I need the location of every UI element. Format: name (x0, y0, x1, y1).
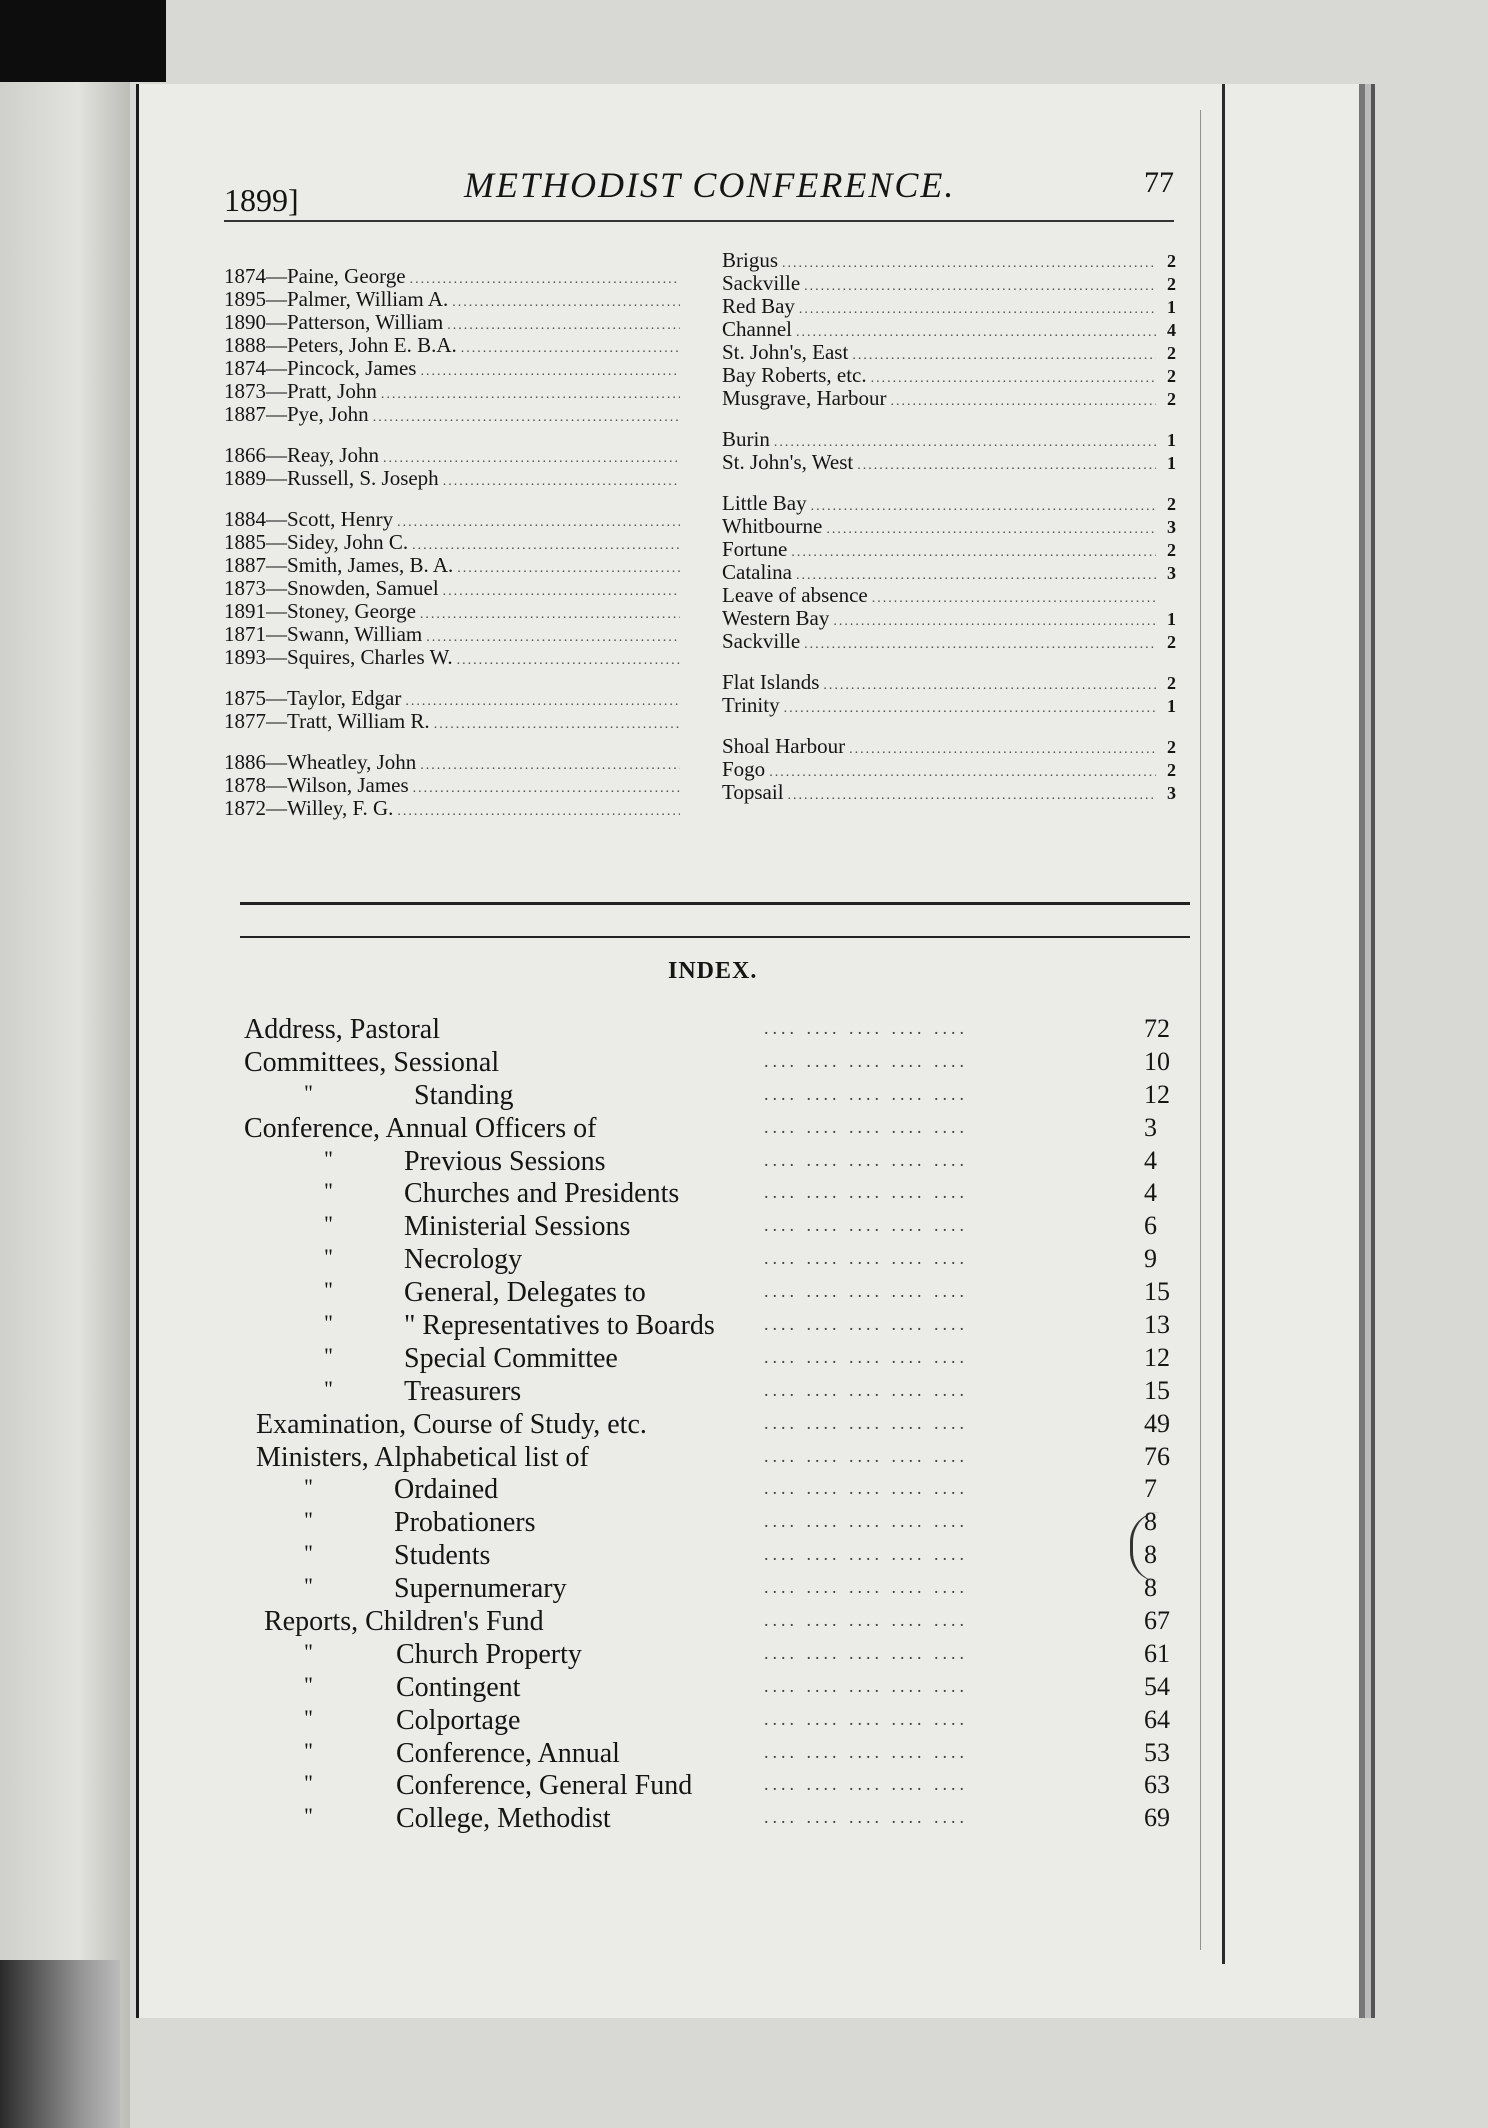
dot-leader: .... .... .... .... .... (764, 1083, 968, 1104)
minister-row (224, 622, 684, 645)
station-row (722, 537, 1176, 560)
index-entry (244, 1803, 1224, 1836)
station-years: 1 (1167, 430, 1176, 450)
index-subheading: Churches and Presidents (404, 1178, 680, 1210)
index-entry (244, 1244, 1224, 1277)
ditto-mark: " (304, 1507, 313, 1533)
station-years: 2 (1167, 760, 1176, 780)
station-years: 2 (1167, 673, 1176, 693)
index-title: INDEX. (668, 958, 758, 984)
station-name: Bay Roberts, etc. (722, 363, 867, 387)
dot-leader (833, 614, 1156, 630)
minister-entry: 1891—Stoney, George (224, 599, 416, 623)
ditto-mark: " (324, 1211, 333, 1237)
dot-leader: .... .... .... .... .... (764, 1050, 968, 1071)
ditto-mark: " (324, 1277, 333, 1303)
dot-leader (410, 272, 680, 288)
dot-leader: .... .... .... .... .... (764, 1445, 968, 1466)
index-entry (244, 1178, 1224, 1211)
index-heading: Ministers, Alphabetical list of (256, 1441, 589, 1473)
station-years: 1 (1167, 696, 1176, 716)
station-row (722, 734, 1176, 757)
ditto-mark: " (324, 1310, 333, 1336)
index-subheading: Necrology (404, 1244, 523, 1276)
stations-column (722, 248, 1176, 803)
station-name: Catalina (722, 560, 792, 584)
index-page-number: 67 (1144, 1606, 1170, 1636)
minister-entry: 1874—Paine, George (224, 264, 406, 288)
station-years: 1 (1167, 453, 1176, 473)
station-years: 2 (1167, 632, 1176, 652)
station-row (722, 560, 1176, 583)
index-subheading: Special Committee (404, 1342, 618, 1374)
dot-leader: .... .... .... .... .... (764, 1741, 968, 1762)
index-subheading: Treasurers (404, 1375, 522, 1407)
index-entry (244, 1409, 1224, 1442)
ditto-mark: " (324, 1178, 333, 1204)
header-year: 1899] (224, 182, 299, 218)
minister-entry: 1871—Swann, William (224, 622, 423, 646)
station-name: Brigus (722, 248, 779, 272)
index-page-number: 9 (1144, 1244, 1157, 1274)
index-subheading: Standing (414, 1079, 514, 1111)
station-row (722, 514, 1176, 537)
station-row (722, 606, 1176, 629)
index-subheading: Conference, General Fund (396, 1770, 693, 1802)
dot-leader (405, 694, 680, 710)
minister-row (224, 773, 684, 796)
index-subheading: Ordained (394, 1474, 499, 1506)
dot-leader (799, 302, 1156, 318)
dot-leader: .... .... .... .... .... (764, 1182, 968, 1203)
header-title: METHODIST CONFERENCE. (464, 165, 956, 205)
index-entry (244, 1738, 1224, 1771)
minister-row (224, 333, 684, 356)
station-name: Shoal Harbour (722, 734, 846, 758)
index-heading: Address, Pastoral (244, 1014, 440, 1045)
index-page-number: 76 (1144, 1441, 1170, 1471)
station-name: St. John's, West (722, 450, 854, 474)
minister-row (224, 645, 684, 668)
index-page-number: 8 (1144, 1573, 1157, 1603)
station-years: 2 (1167, 494, 1176, 514)
scan-border-bottom-left (0, 1960, 120, 2128)
index-entry (244, 1474, 1224, 1507)
dot-leader (426, 630, 680, 646)
dot-leader: .... .... .... .... .... (764, 1675, 968, 1696)
index-subheading: College, Methodist (396, 1803, 611, 1835)
index-entry (244, 1047, 1224, 1080)
index-entry (244, 1639, 1224, 1672)
dot-leader (412, 538, 680, 554)
station-row (722, 491, 1176, 514)
spacer (722, 652, 1176, 670)
ditto-mark: " (324, 1145, 333, 1171)
index-subheading: Conference, Annual (396, 1737, 620, 1769)
station-years: 1 (1167, 609, 1176, 629)
minister-entry: 1889—Russell, S. Joseph (224, 466, 439, 490)
dot-leader (420, 607, 680, 623)
minister-row (224, 466, 684, 489)
index-entry (244, 1442, 1224, 1475)
index-subheading: Church Property (396, 1638, 582, 1670)
station-row (722, 340, 1176, 363)
dot-leader (852, 348, 1156, 364)
index-subheading: Contingent (396, 1671, 521, 1703)
dot-leader (796, 325, 1156, 341)
index-entry (244, 1080, 1224, 1113)
station-row (722, 317, 1176, 340)
dot-leader (782, 256, 1156, 272)
station-name: St. John's, East (722, 340, 849, 364)
index-entry (244, 1672, 1224, 1705)
scan-border-left (0, 82, 130, 2128)
index-page-number: 12 (1144, 1079, 1170, 1109)
dot-leader: .... .... .... .... .... (764, 1248, 968, 1269)
spacer (722, 473, 1176, 491)
dot-leader (457, 653, 680, 669)
dot-leader (826, 522, 1156, 538)
dot-leader (447, 318, 680, 334)
dot-leader (804, 637, 1156, 653)
station-years: 4 (1167, 320, 1176, 340)
ditto-mark: " (304, 1573, 313, 1599)
scan-border-black (0, 0, 166, 82)
dot-leader: .... .... .... .... .... (764, 1149, 968, 1170)
minister-entry: 1878—Wilson, James (224, 773, 409, 797)
dot-leader (457, 561, 680, 577)
dot-leader (871, 371, 1156, 387)
station-name: Burin (722, 427, 770, 451)
page-number: 77 (1144, 166, 1174, 199)
dot-leader: .... .... .... .... .... (764, 1774, 968, 1795)
station-years: 2 (1167, 389, 1176, 409)
ditto-mark: " (304, 1638, 313, 1664)
index-subheading: Students (394, 1540, 491, 1572)
minister-row (224, 709, 684, 732)
index-subheading: " Representatives to Boards (404, 1310, 715, 1342)
minister-entry: 1890—Patterson, William (224, 310, 444, 334)
index-page-number: 4 (1144, 1145, 1157, 1175)
station-name: Red Bay (722, 294, 795, 318)
station-years: 3 (1167, 563, 1176, 583)
dot-leader: .... .... .... .... .... (764, 1116, 968, 1137)
minister-row (224, 443, 684, 466)
minister-row (224, 553, 684, 576)
index-page-number: 54 (1144, 1671, 1170, 1701)
station-years: 2 (1167, 343, 1176, 363)
station-row (722, 629, 1176, 652)
station-name: Sackville (722, 271, 801, 295)
dot-leader: .... .... .... .... .... (764, 1807, 968, 1828)
index-subheading: Supernumerary (394, 1573, 567, 1605)
minister-row (224, 287, 684, 310)
dot-leader: .... .... .... .... .... (764, 1215, 968, 1236)
ditto-mark: " (304, 1540, 313, 1566)
station-name: Western Bay (722, 606, 830, 630)
station-name: Little Bay (722, 491, 807, 515)
index-page-number: 15 (1144, 1277, 1170, 1307)
index-page-number: 49 (1144, 1408, 1170, 1438)
minister-entry: 1885—Sidey, John C. (224, 530, 409, 554)
dot-leader: .... .... .... .... .... (764, 1642, 968, 1663)
dot-leader (791, 545, 1156, 561)
dot-leader (397, 515, 680, 531)
minister-row (224, 310, 684, 333)
dot-leader: .... .... .... .... .... (764, 1281, 968, 1302)
index-entry (244, 1014, 1224, 1047)
dot-leader (784, 701, 1156, 717)
station-row (722, 670, 1176, 693)
dot-leader (872, 591, 1156, 607)
index-entry (244, 1507, 1224, 1540)
index-page-number: 6 (1144, 1211, 1157, 1241)
minister-row (224, 599, 684, 622)
index-subheading: Probationers (394, 1507, 536, 1539)
dot-leader (383, 451, 680, 467)
index-page-number: 4 (1144, 1178, 1157, 1208)
station-row (722, 386, 1176, 409)
index-entry (244, 1277, 1224, 1310)
spacer (722, 409, 1176, 427)
minister-row (224, 750, 684, 773)
station-name: Whitbourne (722, 514, 823, 538)
minister-row (224, 530, 684, 553)
index-entry (244, 1113, 1224, 1146)
dot-leader (443, 474, 680, 490)
minister-row (224, 356, 684, 379)
dot-leader (381, 387, 680, 403)
index-subheading: Previous Sessions (404, 1145, 606, 1177)
dot-leader: .... .... .... .... .... (764, 1379, 968, 1400)
index-entry (244, 1573, 1224, 1606)
index-page-number: 69 (1144, 1803, 1170, 1833)
ditto-mark: " (324, 1342, 333, 1368)
index-entry (244, 1705, 1224, 1738)
dot-leader (443, 584, 680, 600)
station-name: Leave of absence (722, 583, 868, 607)
dot-leader (788, 788, 1156, 804)
dot-leader (796, 568, 1156, 584)
dot-leader (823, 678, 1156, 694)
station-row (722, 693, 1176, 716)
index-entry (244, 1606, 1224, 1639)
dot-leader (434, 717, 680, 733)
minister-entry: 1877—Tratt, William R. (224, 709, 430, 733)
index-page-number: 8 (1144, 1540, 1157, 1570)
spacer (224, 425, 684, 443)
index-subheading: Colportage (396, 1704, 521, 1736)
ditto-mark: " (304, 1737, 313, 1763)
minister-entry: 1887—Smith, James, B. A. (224, 553, 454, 577)
index-page-number: 53 (1144, 1737, 1170, 1767)
dot-leader (452, 295, 680, 311)
station-years: 3 (1167, 517, 1176, 537)
spacer (224, 668, 684, 686)
section-divider (240, 936, 1190, 938)
dot-leader: .... .... .... .... .... (764, 1018, 968, 1038)
station-years: 1 (1167, 297, 1176, 317)
station-years: 2 (1167, 251, 1176, 271)
index-page-number: 13 (1144, 1310, 1170, 1340)
station-row (722, 427, 1176, 450)
station-name: Topsail (722, 780, 784, 804)
minister-entry: 1887—Pye, John (224, 402, 369, 426)
dot-leader (397, 804, 680, 820)
index-page-number: 3 (1144, 1112, 1157, 1142)
spacer (224, 732, 684, 750)
index-heading: Committees, Sessional (244, 1046, 500, 1078)
station-name: Fogo (722, 757, 766, 781)
dot-leader (890, 394, 1156, 410)
dot-leader: .... .... .... .... .... (764, 1314, 968, 1335)
dot-leader (373, 410, 680, 426)
dot-leader: .... .... .... .... .... (764, 1412, 968, 1433)
index-page-number: 8 (1144, 1507, 1157, 1537)
index-entry (244, 1770, 1224, 1803)
minister-entry: 1886—Wheatley, John (224, 750, 417, 774)
dot-leader (774, 435, 1156, 451)
index-entry (244, 1310, 1224, 1343)
index-entry (244, 1376, 1224, 1409)
index-page-number: 12 (1144, 1342, 1170, 1372)
minister-entry: 1884—Scott, Henry (224, 507, 394, 531)
page-header (224, 160, 1174, 222)
ditto-mark: " (304, 1770, 313, 1796)
minister-row (224, 796, 684, 819)
ditto-mark: " (304, 1671, 313, 1697)
ditto-mark: " (304, 1803, 313, 1829)
dot-leader (420, 364, 680, 380)
dot-leader (769, 765, 1156, 781)
minister-entry: 1872—Willey, F. G. (224, 796, 394, 820)
ditto-mark: " (304, 1079, 313, 1105)
ditto-mark: " (324, 1375, 333, 1401)
station-row (722, 248, 1176, 271)
ditto-mark: " (304, 1474, 313, 1500)
dot-leader (849, 742, 1156, 758)
index-page-number: 63 (1144, 1770, 1170, 1800)
minister-row (224, 402, 684, 425)
index-heading: Reports, Children's Fund (264, 1606, 544, 1638)
station-name: Sackville (722, 629, 801, 653)
station-row (722, 294, 1176, 317)
spacer (722, 716, 1176, 734)
dot-leader: .... .... .... .... .... (764, 1346, 968, 1367)
index-subheading: General, Delegates to (404, 1277, 646, 1309)
station-years: 2 (1167, 274, 1176, 294)
station-years: 3 (1167, 783, 1176, 803)
station-row (722, 583, 1176, 606)
dot-leader: .... .... .... .... .... (764, 1544, 968, 1565)
station-years: 2 (1167, 737, 1176, 757)
index-page-number: 64 (1144, 1704, 1170, 1734)
index-page-number: 7 (1144, 1474, 1157, 1504)
station-row (722, 271, 1176, 294)
index-entry (244, 1146, 1224, 1179)
station-row (722, 450, 1176, 473)
minister-entry: 1895—Palmer, William A. (224, 287, 449, 311)
index-page-number: 10 (1144, 1046, 1170, 1076)
station-name: Flat Islands (722, 670, 820, 694)
minister-row (224, 576, 684, 599)
station-name: Musgrave, Harbour (722, 386, 887, 410)
station-name: Channel (722, 317, 792, 341)
index-entry (244, 1343, 1224, 1376)
dot-leader (857, 458, 1156, 474)
dot-leader (461, 341, 680, 357)
dot-leader (811, 499, 1156, 515)
minister-row (224, 264, 684, 287)
ditto-mark: " (324, 1244, 333, 1270)
section-divider (240, 902, 1190, 905)
dot-leader: .... .... .... .... .... (764, 1610, 968, 1631)
dot-leader (420, 758, 680, 774)
minister-entry: 1888—Peters, John E. B.A. (224, 333, 457, 357)
minister-entry: 1875—Taylor, Edgar (224, 686, 402, 710)
minister-entry: 1893—Squires, Charles W. (224, 645, 453, 669)
dot-leader: .... .... .... .... .... (764, 1577, 968, 1598)
dot-leader (804, 279, 1156, 295)
index-page-number: 72 (1144, 1014, 1170, 1043)
ministers-column (224, 264, 684, 819)
index-page-number: 61 (1144, 1638, 1170, 1668)
index-entry (244, 1540, 1224, 1573)
dot-leader: .... .... .... .... .... (764, 1478, 968, 1499)
index-entry (244, 1211, 1224, 1244)
index-list (244, 1014, 1224, 1836)
station-row (722, 363, 1176, 386)
ditto-mark: " (304, 1704, 313, 1730)
dot-leader (413, 781, 680, 797)
minister-row (224, 379, 684, 402)
station-row (722, 780, 1176, 803)
station-years: 2 (1167, 366, 1176, 386)
station-row (722, 757, 1176, 780)
spacer (224, 489, 684, 507)
index-subheading: Ministerial Sessions (404, 1211, 631, 1243)
minister-entry: 1874—Pincock, James (224, 356, 417, 380)
dot-leader: .... .... .... .... .... (764, 1708, 968, 1729)
minister-row (224, 507, 684, 530)
minister-entry: 1866—Reay, John (224, 443, 379, 467)
index-page-number: 15 (1144, 1375, 1170, 1405)
station-name: Fortune (722, 537, 788, 561)
dot-leader: .... .... .... .... .... (764, 1511, 968, 1532)
minister-row (224, 686, 684, 709)
minister-entry: 1873—Pratt, John (224, 379, 377, 403)
minister-entry: 1873—Snowden, Samuel (224, 576, 439, 600)
station-name: Trinity (722, 693, 780, 717)
index-heading: Conference, Annual Officers of (244, 1112, 597, 1144)
station-years: 2 (1167, 540, 1176, 560)
index-heading: Examination, Course of Study, etc. (256, 1408, 647, 1440)
